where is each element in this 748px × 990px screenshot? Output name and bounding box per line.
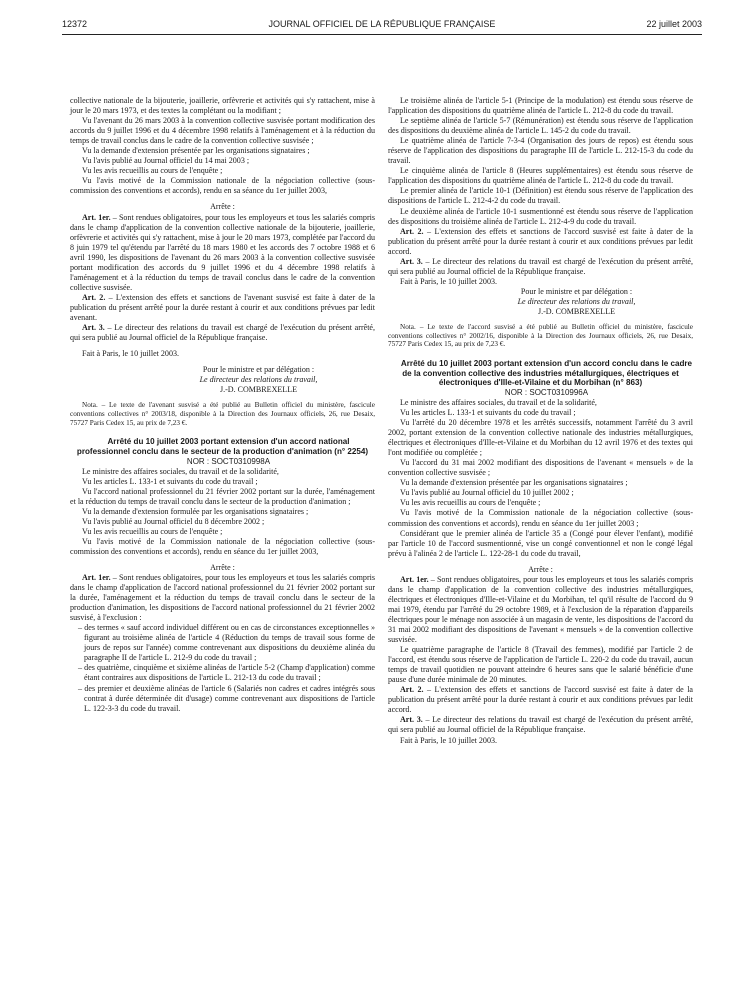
list-item: – des quatrième, cinquième et sixième alinéas de l'article 5-2 (Champ d'application) comme étant contraires aux dispositions de l'article L. 212-13 du code du travail ; <box>78 663 375 683</box>
article-paragraph <box>70 323 375 343</box>
signing-place-date: Fait à Paris, le 10 juillet 2003. <box>82 349 179 359</box>
article-label: Art. 2. <box>400 226 424 236</box>
paragraph: Vu les avis recueillis au cours de l'enquête ; <box>400 498 541 508</box>
article-text: – Sont rendues obligatoires, pour tous les employeurs et tous les salariés compris dans le champ d'application de la convention collective des industries métallurgiques, électriques et électroniques d'Ille-et-Vilaine et du Morbihan, tel qu'il résulte de l'accord du 9 mai 1979, étendu par l'arrêté du 29 octobre 1989, et à l'exclusion de la réparation d'appareils électriques pour le ménage non associée à un magasin de vente, les dispositions de l'accord du 31 mai 2002 modifiant des dispositions de l'avenant « mensuels » de la convention collective susvisée. <box>388 574 694 645</box>
decree-title: Arrêté du 10 juillet 2003 portant extension d'un accord national professionnel conclu dans le secteur de la production d'animation (n° 2254) <box>76 437 369 456</box>
exclusion-list <box>70 623 375 713</box>
article-label: Art. 1er. <box>82 212 111 222</box>
article-label: Art. 3. <box>82 323 105 333</box>
article-paragraph <box>388 715 693 735</box>
article-paragraph <box>388 685 693 715</box>
paragraph: Vu l'avis motivé de la Commission nationale de la négociation collective (sous-commission des conventions et accords), rendu en séance du 1er juillet 2003, <box>70 536 375 556</box>
paragraph: Vu l'avis motivé de la Commission nationale de la négociation collective (sous-commission des conventions et accords), rendu en sa séance du 1er juillet 2003, <box>70 176 375 196</box>
paragraph: Le septième alinéa de l'article 5-7 (Rémunération) est étendu sous réserve de l'application des dispositions du deuxième alinéa de l'article L. 145-2 du code du travail. <box>388 116 693 136</box>
article-text: – Le directeur des relations du travail est chargé de l'exécution du présent arrêté, qui sera publié au Journal officiel de la République française. <box>388 715 694 735</box>
paragraph: Vu les articles L. 133-1 et suivants du code du travail ; <box>400 408 576 418</box>
article-label: Art. 1er. <box>82 573 111 583</box>
article-text: – L'extension des effets et sanctions de l'accord susvisé est faite à dater de la publication du présent arrêté pour la durée restant à courir et aux conditions prévues par ledit accord. <box>388 226 693 256</box>
article-paragraph <box>70 293 375 323</box>
arrete-label: Arrête : <box>210 562 235 572</box>
list-item: – des premier et deuxième alinéas de l'article 6 (Salariés non cadres et cadres intégrés sous contrat à durée déterminée dit d'usage) comme contrevenant aux dispositions de l'article L. 122-3-3 du code du travail. <box>78 684 375 714</box>
signature-title: Le directeur des relations du travail, <box>517 296 636 306</box>
paragraph: Le deuxième alinéa de l'article 10-1 susmentionné est étendu sous réserve de l'application des dispositions du troisième alinéa de l'article L. 212-4-9 du code du travail. <box>388 206 693 226</box>
paragraph: Vu les articles L. 133-1 et suivants du code du travail ; <box>82 476 258 486</box>
article-text: – Le directeur des relations du travail est chargé de l'exécution du présent arrêté, qui sera publié au Journal officiel de la République française. <box>70 323 376 343</box>
article-label: Art. 2. <box>400 685 424 695</box>
arrete-label: Arrête : <box>528 564 553 574</box>
paragraph: collective nationale de la bijouterie, joaillerie, orfèvrerie et activités qui s'y rattachent, mise à jour le 20 mars 1973, et des textes la complétant ou la modifiant ; <box>70 96 375 116</box>
signing-place-date: Fait à Paris, le 10 juillet 2003. <box>400 735 497 745</box>
article-paragraph <box>388 575 693 645</box>
paragraph: Vu les avis recueillis au cours de l'enquête ; <box>82 526 223 536</box>
article-text: – L'extension des effets et sanctions de l'avenant susvisé est faite à dater de la publication du présent arrêté pour la durée restant à courir et aux conditions prévues par ledit avenant. <box>70 292 376 322</box>
article-label: Art. 2. <box>82 292 106 302</box>
paragraph: Vu la demande d'extension présentée par les organisations signataires ; <box>400 478 628 488</box>
decree-title: Arrêté du 10 juillet 2003 portant extension d'un accord conclu dans le cadre de la convention collective des industries métallurgiques, électriques et électroniques d'Ille-et-Vilaine et du Morbihan (n° 863) <box>400 358 693 388</box>
paragraph: Le quatrième paragraphe de l'article 8 (Travail des femmes), modifié par l'article 2 de l'accord, est étendu sous réserve de l'application de l'article L. 220-2 du code du travail, aucun temps de travail quotidien ne pouvant atteindre 6 heures sans que le salarié bénéficie d'une pause d'une durée minimale de 20 minutes. <box>388 645 693 685</box>
article-text: – Sont rendues obligatoires, pour tous les employeurs et tous les salariés compris dans le champ d'application de l'accord national professionnel du 21 février 2002 portant sur la durée, l'aménagement et la réduction du temps de travail conclu dans le secteur de la production d'animation, les dispositions de l'accord national professionnel du 21 février 2002 susvisé, à l'exclusion : <box>70 573 376 623</box>
signatory-name: J.-D. COMBREXELLE <box>219 385 298 395</box>
article-text: – Sont rendues obligatoires, pour tous les employeurs et tous les salariés compris dans le champ d'application de la convention collective nationale de la bijouterie, joaillerie, orfèvrerie et activités qui s'y rattachent, mise à jour le 20 mars 1973, complétée par l'accord du 8 juin 1979 tel qu'étendu par l'arrêté du 18 mars 1980 et les accords des 7 octobre 1988 et 6 avril 1990, les dispositions de l'avenant du 26 mars 2003 à la convention collective susvisée portant modification des accords du 9 juillet 1996 et du 4 décembre 1998 relatifs à l'aménagement et à la réduction du temps de travail conclus dans le cadre de la convention collective susvisée. <box>70 212 376 292</box>
article-text: – Le directeur des relations du travail est chargé de l'exécution du présent arrêté, qui sera publié au Journal officiel de la République française. <box>388 256 694 276</box>
paragraph: Vu l'arrêté du 20 décembre 1978 et les arrêtés successifs, notamment l'arrêté du 3 avril 2002, portant extension de la convention collective nationale des industries métallurgiques, électriques et électroniques d'Ille-et-Vilaine et du Morbihan du 12 avril 1976 et des textes qui l'ont modifiée ou complétée ; <box>388 418 693 458</box>
paragraph: Vu l'avenant du 26 mars 2003 à la convention collective susvisée portant modification des accords du 9 juillet 1996 et du 4 décembre 1998 relatifs à l'aménagement et à la réduction du temps de travail conclus dans le cadre de la convention collective susvisée ; <box>70 116 375 146</box>
paragraph: Vu la demande d'extension présentée par les organisations signataires ; <box>82 146 310 156</box>
paragraph: Vu l'avis motivé de la Commission nationale de la négociation collective (sous-commission des conventions et accords), rendu en séance du 1er juillet 2003 ; <box>388 508 693 528</box>
signature-line: Pour le ministre et par délégation : <box>202 365 315 375</box>
paragraph: Le troisième alinéa de l'article 5-1 (Principe de la modulation) est étendu sous réserve de l'application des dispositions du quatrième alinéa de l'article L. 212-8 du code du travail. <box>388 96 693 116</box>
article-paragraph <box>388 257 693 277</box>
signature-line: Pour le ministre et par délégation : <box>520 286 633 296</box>
header-rule <box>62 34 702 35</box>
paragraph: Vu l'accord national professionnel du 21 février 2002 portant sur la durée, l'aménagement et la réduction du temps de travail conclu dans le secteur de la production d'animation ; <box>70 486 375 506</box>
issue-date: 22 juillet 2003 <box>646 19 702 29</box>
paragraph: Vu les avis recueillis au cours de l'enquête ; <box>82 166 223 176</box>
paragraph: Vu l'accord du 31 mai 2002 modifiant des dispositions de l'avenant « mensuels » de la convention collective susvisée ; <box>388 458 693 478</box>
article-label: Art. 1er. <box>400 574 429 584</box>
paragraph: Vu l'avis publié au Journal officiel du 8 décembre 2002 ; <box>82 516 265 526</box>
nor-reference: NOR : SOCT0310996A <box>504 387 589 397</box>
nota-note: Nota. – Le texte de l'accord susvisé a été publié au Bulletin officiel du ministère, fascicule conventions collectives n° 2002/16, disponible à la Direction des Journaux officiels, 26, rue Desaix, 75727 Paris Cedex 15, au prix de 7,23 €. <box>388 323 693 349</box>
paragraph: Le premier alinéa de l'article 10-1 (Définition) est étendu sous réserve de l'application des dispositions de l'article L. 212-4-2 du code du travail. <box>388 186 693 206</box>
nota-note: Nota. – Le texte de l'avenant susvisé a été publié au Bulletin officiel du ministère, fascicule conventions collectives n° 2003/18, disponible à la Direction des Journaux officiels, 26, rue Desaix, 75727 Paris Cedex 15, au prix de 7,23 €. <box>70 401 375 427</box>
page-number: 12372 <box>62 19 88 29</box>
article-paragraph <box>70 213 375 293</box>
nor-reference: NOR : SOCT0310998A <box>186 456 271 466</box>
list-item: – des termes « sauf accord individuel différent ou en cas de circonstances exceptionnelles » figurant au troisième alinéa de l'article 4 (Réduction du temps de travail sous forme de jours de repos sur l'année) comme contrevenant aux dispositions du deuxième alinéa du paragraphe II de l'article L. 212-9 du code du travail ; <box>78 623 375 663</box>
signature-title: Le directeur des relations du travail, <box>199 375 318 385</box>
paragraph: Vu l'avis publié au Journal officiel du 14 mai 2003 ; <box>82 156 250 166</box>
paragraph: Vu la demande d'extension formulée par les organisations signataires ; <box>82 506 309 516</box>
paragraph: Vu l'avis publié au Journal officiel du 10 juillet 2002 ; <box>400 488 574 498</box>
article-paragraph <box>70 573 375 623</box>
signatory-name: J.-D. COMBREXELLE <box>537 306 616 316</box>
paragraph: Le quatrième alinéa de l'article 7-3-4 (Organisation des jours de repos) est étendu sous réserve de l'application des dispositions du paragraphe III de l'article L. 212-15-3 du code du travail. <box>388 136 693 166</box>
left-column <box>70 96 375 714</box>
article-text: – L'extension des effets et sanctions de l'accord susvisé est faite à dater de la publication du présent arrêté pour la durée restant à courir et aux conditions prévues par ledit accord. <box>388 685 693 715</box>
paragraph: Le ministre des affaires sociales, du travail et de la solidarité, <box>82 466 279 476</box>
right-column <box>388 96 693 746</box>
article-label: Art. 3. <box>400 715 423 725</box>
article-label: Art. 3. <box>400 256 423 266</box>
page-header <box>62 19 702 33</box>
paragraph: Le cinquième alinéa de l'article 8 (Heures supplémentaires) est étendu sous réserve de l'application des dispositions du quatrième alinéa de l'article L. 212-8 du code du travail. <box>388 166 693 186</box>
signing-place-date: Fait à Paris, le 10 juillet 2003. <box>400 276 497 286</box>
journal-title: JOURNAL OFFICIEL DE LA RÉPUBLIQUE FRANÇAISE <box>268 19 496 29</box>
article-paragraph <box>388 227 693 257</box>
arrete-label: Arrête : <box>210 202 235 212</box>
paragraph: Considérant que le premier alinéa de l'article 35 a (Congé pour élever l'enfant), modifié par l'article 10 de l'accord susmentionné, vise un congé conventionnel et non le congé légal prévu à l'alinéa 2 de l'article L. 122-28-1 du code du travail, <box>388 528 693 558</box>
paragraph: Le ministre des affaires sociales, du travail et de la solidarité, <box>400 397 597 407</box>
